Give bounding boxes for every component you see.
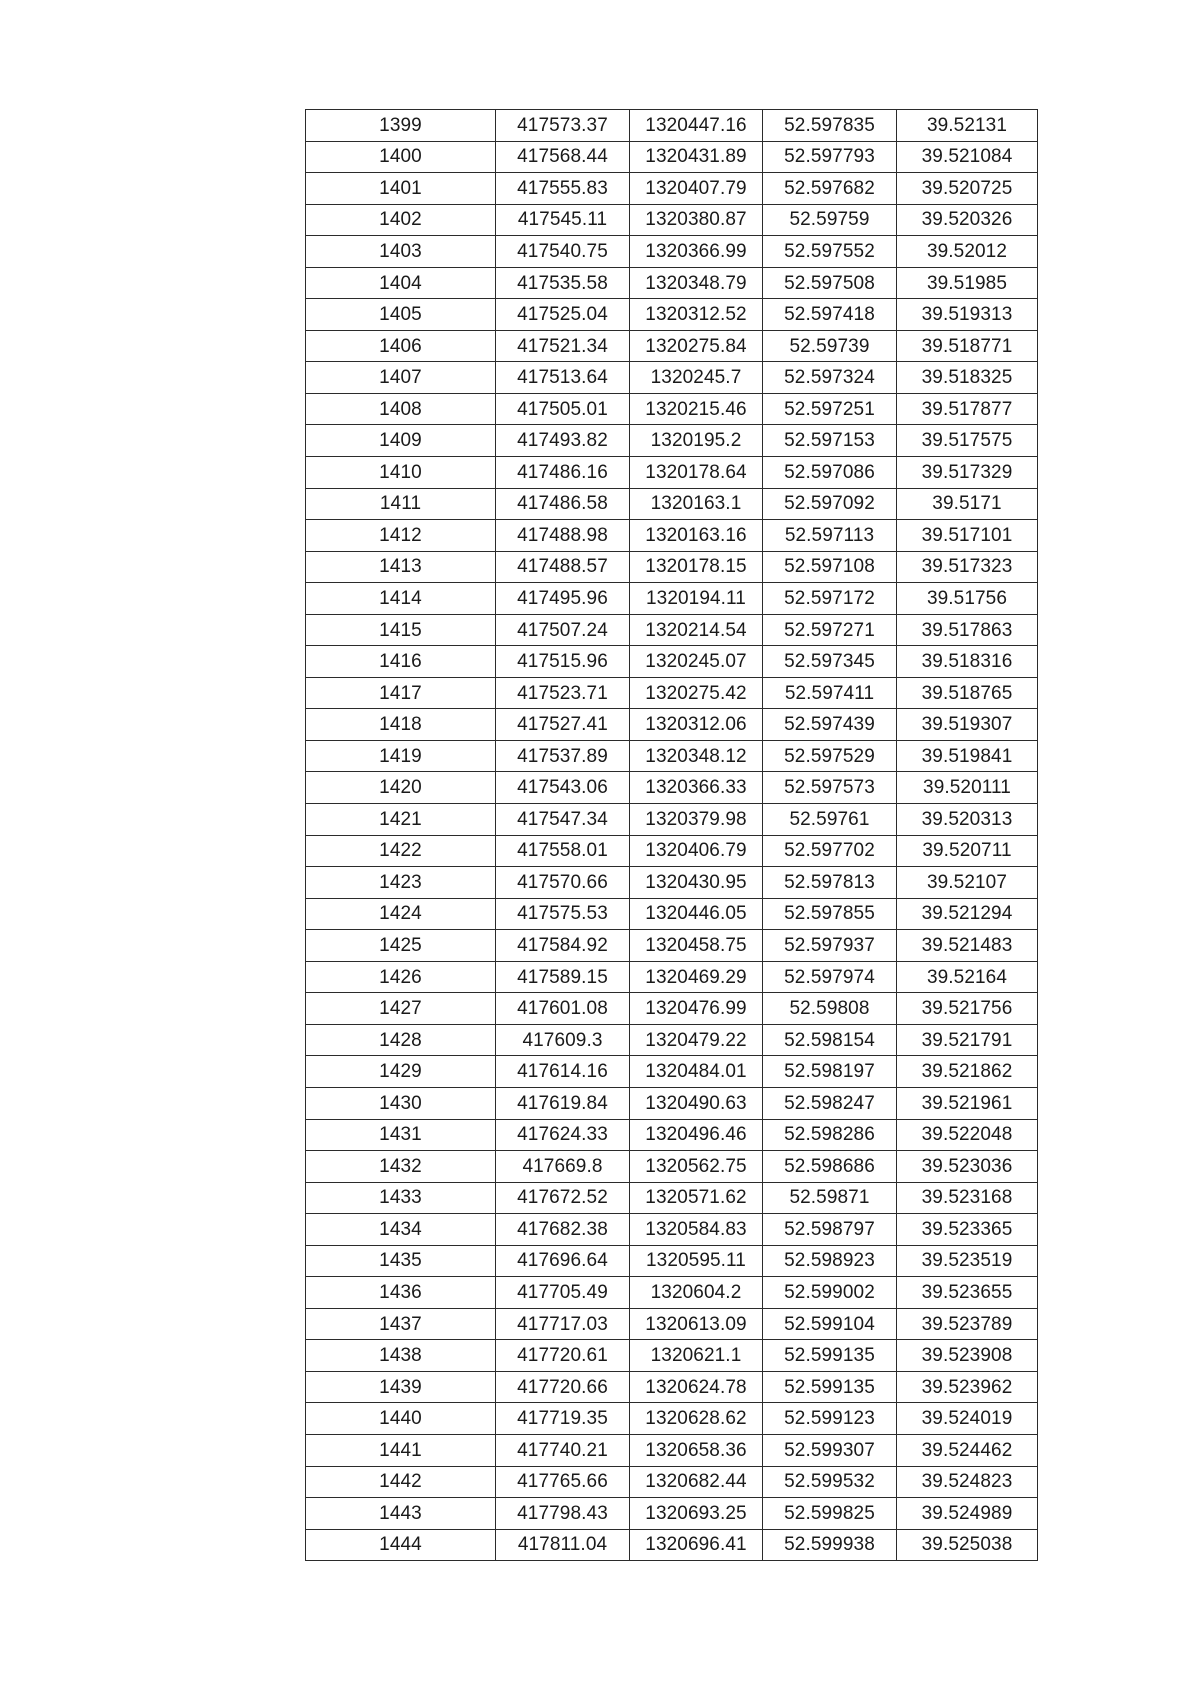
point-number-cell: 1412: [306, 520, 496, 552]
x-coordinate-cell: 417523.71: [496, 677, 630, 709]
x-coordinate-cell: 417720.66: [496, 1371, 630, 1403]
latitude-cell: 52.597439: [763, 709, 897, 741]
longitude-cell: 39.518316: [897, 646, 1038, 678]
longitude-cell: 39.517863: [897, 614, 1038, 646]
x-coordinate-cell: 417495.96: [496, 583, 630, 615]
x-coordinate-cell: 417719.35: [496, 1403, 630, 1435]
point-number-cell: 1403: [306, 236, 496, 268]
longitude-cell: 39.518765: [897, 677, 1038, 709]
point-number-cell: 1416: [306, 646, 496, 678]
x-coordinate-cell: 417555.83: [496, 173, 630, 205]
point-number-cell: 1402: [306, 204, 496, 236]
table-row: [306, 520, 1038, 552]
latitude-cell: 52.598247: [763, 1087, 897, 1119]
y-coordinate-cell: 1320431.89: [630, 141, 763, 173]
latitude-cell: 52.597092: [763, 488, 897, 520]
x-coordinate-cell: 417540.75: [496, 236, 630, 268]
table-row: [306, 299, 1038, 331]
point-number-cell: 1437: [306, 1308, 496, 1340]
table-row: [306, 930, 1038, 962]
longitude-cell: 39.521483: [897, 930, 1038, 962]
latitude-cell: 52.597682: [763, 173, 897, 205]
coordinates-table-body: [306, 110, 1038, 1561]
longitude-cell: 39.518771: [897, 330, 1038, 362]
table-row: [306, 709, 1038, 741]
latitude-cell: 52.597345: [763, 646, 897, 678]
y-coordinate-cell: 1320379.98: [630, 804, 763, 836]
latitude-cell: 52.59739: [763, 330, 897, 362]
longitude-cell: 39.520111: [897, 772, 1038, 804]
y-coordinate-cell: 1320693.25: [630, 1498, 763, 1530]
latitude-cell: 52.597573: [763, 772, 897, 804]
longitude-cell: 39.520326: [897, 204, 1038, 236]
x-coordinate-cell: 417535.58: [496, 267, 630, 299]
table-row: [306, 1151, 1038, 1183]
longitude-cell: 39.519841: [897, 740, 1038, 772]
x-coordinate-cell: 417547.34: [496, 804, 630, 836]
x-coordinate-cell: 417505.01: [496, 393, 630, 425]
table-row: [306, 1340, 1038, 1372]
longitude-cell: 39.521294: [897, 898, 1038, 930]
latitude-cell: 52.599104: [763, 1308, 897, 1340]
table-row: [306, 1056, 1038, 1088]
table-row: [306, 646, 1038, 678]
latitude-cell: 52.598686: [763, 1151, 897, 1183]
table-row: [306, 961, 1038, 993]
y-coordinate-cell: 1320476.99: [630, 993, 763, 1025]
x-coordinate-cell: 417575.53: [496, 898, 630, 930]
y-coordinate-cell: 1320595.11: [630, 1245, 763, 1277]
point-number-cell: 1408: [306, 393, 496, 425]
longitude-cell: 39.523962: [897, 1371, 1038, 1403]
x-coordinate-cell: 417624.33: [496, 1119, 630, 1151]
longitude-cell: 39.523036: [897, 1151, 1038, 1183]
latitude-cell: 52.597552: [763, 236, 897, 268]
x-coordinate-cell: 417798.43: [496, 1498, 630, 1530]
longitude-cell: 39.524462: [897, 1434, 1038, 1466]
y-coordinate-cell: 1320624.78: [630, 1371, 763, 1403]
point-number-cell: 1425: [306, 930, 496, 962]
y-coordinate-cell: 1320275.42: [630, 677, 763, 709]
y-coordinate-cell: 1320163.16: [630, 520, 763, 552]
table-row: [306, 835, 1038, 867]
y-coordinate-cell: 1320571.62: [630, 1182, 763, 1214]
y-coordinate-cell: 1320275.84: [630, 330, 763, 362]
point-number-cell: 1418: [306, 709, 496, 741]
y-coordinate-cell: 1320604.2: [630, 1277, 763, 1309]
x-coordinate-cell: 417720.61: [496, 1340, 630, 1372]
point-number-cell: 1401: [306, 173, 496, 205]
point-number-cell: 1411: [306, 488, 496, 520]
point-number-cell: 1414: [306, 583, 496, 615]
point-number-cell: 1400: [306, 141, 496, 173]
y-coordinate-cell: 1320628.62: [630, 1403, 763, 1435]
longitude-cell: 39.522048: [897, 1119, 1038, 1151]
latitude-cell: 52.597974: [763, 961, 897, 993]
latitude-cell: 52.597418: [763, 299, 897, 331]
y-coordinate-cell: 1320447.16: [630, 110, 763, 142]
table-row: [306, 1087, 1038, 1119]
x-coordinate-cell: 417614.16: [496, 1056, 630, 1088]
latitude-cell: 52.597855: [763, 898, 897, 930]
point-number-cell: 1442: [306, 1466, 496, 1498]
point-number-cell: 1420: [306, 772, 496, 804]
point-number-cell: 1441: [306, 1434, 496, 1466]
longitude-cell: 39.52012: [897, 236, 1038, 268]
y-coordinate-cell: 1320348.79: [630, 267, 763, 299]
x-coordinate-cell: 417543.06: [496, 772, 630, 804]
point-number-cell: 1413: [306, 551, 496, 583]
x-coordinate-cell: 417619.84: [496, 1087, 630, 1119]
latitude-cell: 52.59808: [763, 993, 897, 1025]
longitude-cell: 39.523789: [897, 1308, 1038, 1340]
latitude-cell: 52.597813: [763, 867, 897, 899]
x-coordinate-cell: 417537.89: [496, 740, 630, 772]
longitude-cell: 39.517101: [897, 520, 1038, 552]
x-coordinate-cell: 417705.49: [496, 1277, 630, 1309]
point-number-cell: 1433: [306, 1182, 496, 1214]
latitude-cell: 52.59759: [763, 204, 897, 236]
y-coordinate-cell: 1320163.1: [630, 488, 763, 520]
x-coordinate-cell: 417521.34: [496, 330, 630, 362]
table-row: [306, 867, 1038, 899]
longitude-cell: 39.520725: [897, 173, 1038, 205]
y-coordinate-cell: 1320621.1: [630, 1340, 763, 1372]
y-coordinate-cell: 1320215.46: [630, 393, 763, 425]
x-coordinate-cell: 417570.66: [496, 867, 630, 899]
longitude-cell: 39.523168: [897, 1182, 1038, 1214]
point-number-cell: 1431: [306, 1119, 496, 1151]
latitude-cell: 52.598197: [763, 1056, 897, 1088]
x-coordinate-cell: 417811.04: [496, 1529, 630, 1561]
point-number-cell: 1439: [306, 1371, 496, 1403]
y-coordinate-cell: 1320312.06: [630, 709, 763, 741]
x-coordinate-cell: 417584.92: [496, 930, 630, 962]
table-row: [306, 362, 1038, 394]
longitude-cell: 39.525038: [897, 1529, 1038, 1561]
x-coordinate-cell: 417515.96: [496, 646, 630, 678]
latitude-cell: 52.597271: [763, 614, 897, 646]
longitude-cell: 39.523519: [897, 1245, 1038, 1277]
x-coordinate-cell: 417525.04: [496, 299, 630, 331]
y-coordinate-cell: 1320458.75: [630, 930, 763, 962]
table-row: [306, 173, 1038, 205]
longitude-cell: 39.519313: [897, 299, 1038, 331]
y-coordinate-cell: 1320178.64: [630, 457, 763, 489]
table-row: [306, 110, 1038, 142]
x-coordinate-cell: 417545.11: [496, 204, 630, 236]
x-coordinate-cell: 417609.3: [496, 1024, 630, 1056]
longitude-cell: 39.521756: [897, 993, 1038, 1025]
latitude-cell: 52.597508: [763, 267, 897, 299]
y-coordinate-cell: 1320245.7: [630, 362, 763, 394]
point-number-cell: 1421: [306, 804, 496, 836]
x-coordinate-cell: 417488.57: [496, 551, 630, 583]
longitude-cell: 39.523365: [897, 1214, 1038, 1246]
latitude-cell: 52.599938: [763, 1529, 897, 1561]
point-number-cell: 1406: [306, 330, 496, 362]
point-number-cell: 1436: [306, 1277, 496, 1309]
longitude-cell: 39.521862: [897, 1056, 1038, 1088]
table-row: [306, 236, 1038, 268]
longitude-cell: 39.521791: [897, 1024, 1038, 1056]
point-number-cell: 1444: [306, 1529, 496, 1561]
point-number-cell: 1435: [306, 1245, 496, 1277]
point-number-cell: 1438: [306, 1340, 496, 1372]
x-coordinate-cell: 417493.82: [496, 425, 630, 457]
x-coordinate-cell: 417601.08: [496, 993, 630, 1025]
table-row: [306, 393, 1038, 425]
table-row: [306, 204, 1038, 236]
point-number-cell: 1415: [306, 614, 496, 646]
x-coordinate-cell: 417488.98: [496, 520, 630, 552]
point-number-cell: 1426: [306, 961, 496, 993]
table-row: [306, 1214, 1038, 1246]
table-row: [306, 1371, 1038, 1403]
latitude-cell: 52.597793: [763, 141, 897, 173]
longitude-cell: 39.5171: [897, 488, 1038, 520]
latitude-cell: 52.599123: [763, 1403, 897, 1435]
point-number-cell: 1409: [306, 425, 496, 457]
x-coordinate-cell: 417682.38: [496, 1214, 630, 1246]
y-coordinate-cell: 1320562.75: [630, 1151, 763, 1183]
table-row: [306, 1308, 1038, 1340]
y-coordinate-cell: 1320348.12: [630, 740, 763, 772]
table-row: [306, 1119, 1038, 1151]
x-coordinate-cell: 417507.24: [496, 614, 630, 646]
x-coordinate-cell: 417568.44: [496, 141, 630, 173]
x-coordinate-cell: 417589.15: [496, 961, 630, 993]
table-row: [306, 267, 1038, 299]
y-coordinate-cell: 1320446.05: [630, 898, 763, 930]
y-coordinate-cell: 1320484.01: [630, 1056, 763, 1088]
x-coordinate-cell: 417740.21: [496, 1434, 630, 1466]
y-coordinate-cell: 1320584.83: [630, 1214, 763, 1246]
point-number-cell: 1432: [306, 1151, 496, 1183]
x-coordinate-cell: 417486.16: [496, 457, 630, 489]
latitude-cell: 52.597835: [763, 110, 897, 142]
coordinates-table: [305, 109, 1038, 1561]
y-coordinate-cell: 1320366.99: [630, 236, 763, 268]
longitude-cell: 39.523908: [897, 1340, 1038, 1372]
table-row: [306, 677, 1038, 709]
y-coordinate-cell: 1320245.07: [630, 646, 763, 678]
point-number-cell: 1434: [306, 1214, 496, 1246]
latitude-cell: 52.597937: [763, 930, 897, 962]
table-row: [306, 583, 1038, 615]
longitude-cell: 39.520711: [897, 835, 1038, 867]
table-row: [306, 457, 1038, 489]
table-row: [306, 551, 1038, 583]
latitude-cell: 52.59761: [763, 804, 897, 836]
longitude-cell: 39.524989: [897, 1498, 1038, 1530]
y-coordinate-cell: 1320312.52: [630, 299, 763, 331]
latitude-cell: 52.599825: [763, 1498, 897, 1530]
longitude-cell: 39.51985: [897, 267, 1038, 299]
y-coordinate-cell: 1320194.11: [630, 583, 763, 615]
y-coordinate-cell: 1320613.09: [630, 1308, 763, 1340]
longitude-cell: 39.517877: [897, 393, 1038, 425]
latitude-cell: 52.598923: [763, 1245, 897, 1277]
point-number-cell: 1405: [306, 299, 496, 331]
y-coordinate-cell: 1320214.54: [630, 614, 763, 646]
latitude-cell: 52.597324: [763, 362, 897, 394]
longitude-cell: 39.523655: [897, 1277, 1038, 1309]
x-coordinate-cell: 417672.52: [496, 1182, 630, 1214]
latitude-cell: 52.599532: [763, 1466, 897, 1498]
longitude-cell: 39.52131: [897, 110, 1038, 142]
y-coordinate-cell: 1320490.63: [630, 1087, 763, 1119]
point-number-cell: 1399: [306, 110, 496, 142]
latitude-cell: 52.599307: [763, 1434, 897, 1466]
point-number-cell: 1440: [306, 1403, 496, 1435]
table-row: [306, 425, 1038, 457]
y-coordinate-cell: 1320469.29: [630, 961, 763, 993]
longitude-cell: 39.51756: [897, 583, 1038, 615]
y-coordinate-cell: 1320407.79: [630, 173, 763, 205]
latitude-cell: 52.597702: [763, 835, 897, 867]
x-coordinate-cell: 417717.03: [496, 1308, 630, 1340]
latitude-cell: 52.597172: [763, 583, 897, 615]
y-coordinate-cell: 1320430.95: [630, 867, 763, 899]
table-row: [306, 1245, 1038, 1277]
longitude-cell: 39.521961: [897, 1087, 1038, 1119]
table-row: [306, 1182, 1038, 1214]
point-number-cell: 1427: [306, 993, 496, 1025]
latitude-cell: 52.597153: [763, 425, 897, 457]
longitude-cell: 39.52164: [897, 961, 1038, 993]
longitude-cell: 39.517329: [897, 457, 1038, 489]
longitude-cell: 39.517575: [897, 425, 1038, 457]
point-number-cell: 1417: [306, 677, 496, 709]
y-coordinate-cell: 1320496.46: [630, 1119, 763, 1151]
longitude-cell: 39.524823: [897, 1466, 1038, 1498]
table-row: [306, 1277, 1038, 1309]
point-number-cell: 1429: [306, 1056, 496, 1088]
table-row: [306, 1498, 1038, 1530]
x-coordinate-cell: 417558.01: [496, 835, 630, 867]
point-number-cell: 1404: [306, 267, 496, 299]
latitude-cell: 52.599135: [763, 1371, 897, 1403]
longitude-cell: 39.520313: [897, 804, 1038, 836]
x-coordinate-cell: 417573.37: [496, 110, 630, 142]
y-coordinate-cell: 1320195.2: [630, 425, 763, 457]
table-row: [306, 740, 1038, 772]
point-number-cell: 1423: [306, 867, 496, 899]
latitude-cell: 52.597251: [763, 393, 897, 425]
longitude-cell: 39.518325: [897, 362, 1038, 394]
table-row: [306, 772, 1038, 804]
latitude-cell: 52.599135: [763, 1340, 897, 1372]
y-coordinate-cell: 1320366.33: [630, 772, 763, 804]
y-coordinate-cell: 1320178.15: [630, 551, 763, 583]
latitude-cell: 52.597086: [763, 457, 897, 489]
table-row: [306, 488, 1038, 520]
table-row: [306, 993, 1038, 1025]
longitude-cell: 39.519307: [897, 709, 1038, 741]
point-number-cell: 1424: [306, 898, 496, 930]
point-number-cell: 1407: [306, 362, 496, 394]
table-row: [306, 898, 1038, 930]
x-coordinate-cell: 417486.58: [496, 488, 630, 520]
latitude-cell: 52.597113: [763, 520, 897, 552]
longitude-cell: 39.52107: [897, 867, 1038, 899]
longitude-cell: 39.517323: [897, 551, 1038, 583]
table-row: [306, 1434, 1038, 1466]
latitude-cell: 52.597529: [763, 740, 897, 772]
y-coordinate-cell: 1320696.41: [630, 1529, 763, 1561]
latitude-cell: 52.59871: [763, 1182, 897, 1214]
point-number-cell: 1422: [306, 835, 496, 867]
longitude-cell: 39.524019: [897, 1403, 1038, 1435]
y-coordinate-cell: 1320479.22: [630, 1024, 763, 1056]
x-coordinate-cell: 417669.8: [496, 1151, 630, 1183]
point-number-cell: 1419: [306, 740, 496, 772]
table-row: [306, 804, 1038, 836]
x-coordinate-cell: 417696.64: [496, 1245, 630, 1277]
x-coordinate-cell: 417765.66: [496, 1466, 630, 1498]
y-coordinate-cell: 1320682.44: [630, 1466, 763, 1498]
y-coordinate-cell: 1320380.87: [630, 204, 763, 236]
y-coordinate-cell: 1320658.36: [630, 1434, 763, 1466]
table-row: [306, 141, 1038, 173]
point-number-cell: 1410: [306, 457, 496, 489]
x-coordinate-cell: 417527.41: [496, 709, 630, 741]
latitude-cell: 52.598286: [763, 1119, 897, 1151]
point-number-cell: 1443: [306, 1498, 496, 1530]
table-row: [306, 614, 1038, 646]
latitude-cell: 52.599002: [763, 1277, 897, 1309]
table-row: [306, 1024, 1038, 1056]
longitude-cell: 39.521084: [897, 141, 1038, 173]
table-row: [306, 1529, 1038, 1561]
point-number-cell: 1430: [306, 1087, 496, 1119]
latitude-cell: 52.597108: [763, 551, 897, 583]
table-row: [306, 1403, 1038, 1435]
table-row: [306, 1466, 1038, 1498]
x-coordinate-cell: 417513.64: [496, 362, 630, 394]
y-coordinate-cell: 1320406.79: [630, 835, 763, 867]
latitude-cell: 52.598154: [763, 1024, 897, 1056]
latitude-cell: 52.598797: [763, 1214, 897, 1246]
latitude-cell: 52.597411: [763, 677, 897, 709]
table-row: [306, 330, 1038, 362]
point-number-cell: 1428: [306, 1024, 496, 1056]
